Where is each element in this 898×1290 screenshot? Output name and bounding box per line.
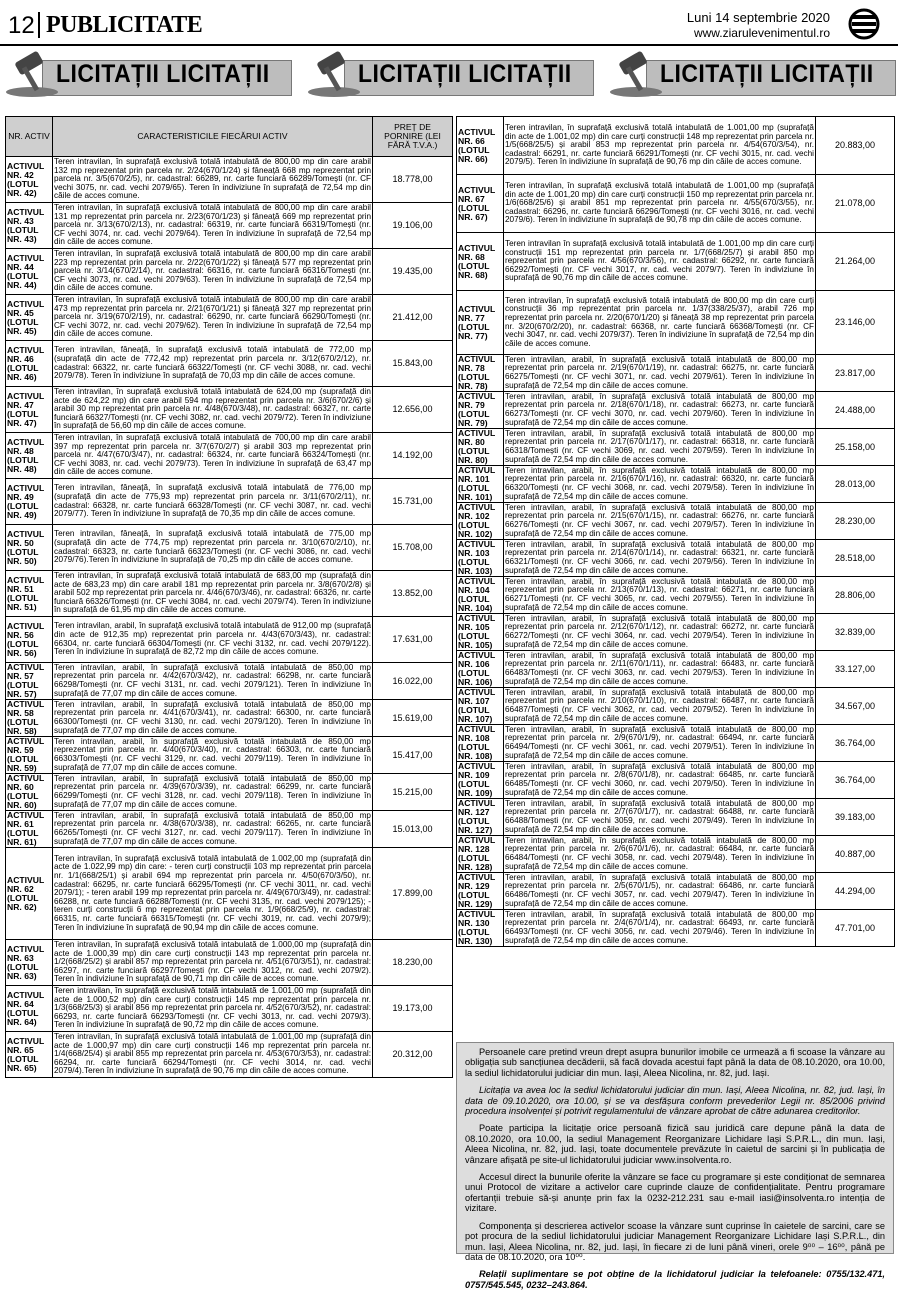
asset-id: ACTIVUL NR. 57 (LOTUL NR. 57) (6, 663, 53, 700)
asset-price: 28.013,00 (816, 466, 895, 503)
asset-description: Teren intravilan, arabil, în suprafață exclusivă totală intabulată de 800,00 mp reprezentat prin parcela nr. 2/6(670/1/6), nr. cadastral: 66484, nr. carte funciară 66484/Tomești (nr. CF vechi 3058, nr. cad. vechi 2079/48). Teren în indiviziune în suprafață de 72,54 mp din căile de acces comune. (505, 835, 814, 871)
table-row (457, 503, 895, 540)
asset-price: 19.435,00 (373, 249, 453, 295)
asset-id: ACTIVUL NR. 61 (LOTUL NR. 61) (6, 811, 53, 848)
asset-price: 15.843,00 (373, 341, 453, 387)
notes-auction-info: Licitația va avea loc la sediul lichidatorului judiciar din mun. Iași, Aleea Nicolina, nr. 82, jud. Iași, în data de 09.10.2020, ora 10.00, și se va desfășura conform prevederilor Legii nr. 85/2006 privind procedura insolvenței și potrivit regulamentului de vânzare aprobat de către adunarea creditorilor. (465, 1085, 885, 1117)
asset-price: 36.764,00 (816, 762, 895, 799)
table-row (457, 466, 895, 503)
asset-id: ACTIVUL NR. 105 (LOTUL NR. 105) (457, 614, 504, 651)
asset-price: 12.656,00 (373, 387, 453, 433)
assets-table-left (5, 116, 453, 1078)
table-row (457, 799, 895, 836)
asset-price: 47.701,00 (816, 910, 895, 947)
asset-id: ACTIVUL NR. 129 (LOTUL NR. 129) (457, 873, 504, 910)
notes-participation: Poate participa la licitație orice persoană fizică sau juridică care depune până la data de 08.10.2020, ora 10.00, la sediul Management Reorganizare Lichidare Iași S.P.R.L., din mun. Iași, Aleea Nicolina, nr. 82, jud. Iași, toate documentele prevăzute în caietul de sarcini și în publicația de vânzare afișată pe site-ul lichidatorului judiciar www.insolventa.ro. (465, 1123, 885, 1165)
asset-id: ACTIVUL NR. 48 (LOTUL NR. 48) (6, 433, 53, 479)
asset-id: ACTIVUL NR. 60 (LOTUL NR. 60) (6, 774, 53, 811)
asset-price: 44.294,00 (816, 873, 895, 910)
asset-price: 36.764,00 (816, 725, 895, 762)
table-row (6, 203, 453, 249)
table-row (457, 651, 895, 688)
asset-description: Teren intravilan, arabil, în suprafață exclusivă totală intabulată de 800,00 mp reprezentat prin parcela nr. 2/9(670/1/9), nr. cadastral: 66494, nr. carte funciară 66494/Tomești (nr. CF vechi 3061, nr. cad. vechi 2079/51). Teren în indiviziune în suprafață de 72,54 mp din căile de acces comune. (505, 724, 814, 760)
asset-description: Teren intravilan, arabil, în suprafață exclusivă totală intabulată de 850,00 mp reprezentat prin parcela nr. 4/40(670/3/40), nr. cadastral: 66303, nr. carte funciară 66303/Tomești (nr. CF vechi 3129, nr. cad. vechi 2079/119). Teren în indiviziune în suprafață de 77,07 mp din căile de acces comune. (54, 736, 371, 772)
asset-description: Teren intravilan, arabil, în suprafață exclusivă totală intabulată de 800,00 mp reprezentat prin parcela nr. 2/10(670/1/10), nr. cadastral: 66487, nr. carte funciară 66487/Tomești (nr. CF vechi 3062, nr. cad. vechi 2079/52). Teren în indiviziune în suprafață de 72,54 mp din căile de acces comune. (505, 687, 814, 723)
asset-price: 33.127,00 (816, 651, 895, 688)
asset-description: Teren intravilan, arabil, în suprafață exclusivă totală intabulată de 800,00 mp reprezentat prin parcela nr. 2/11(670/1/11), nr. cadastral: 66483, nr. carte funciară 66483/Tomești (nr. CF vechi 3063, nr. cad. vechi 2079/53). Teren în indiviziune în suprafață de 72,54 mp din căile de acces comune. (505, 650, 814, 686)
asset-description: Teren intravilan, în suprafață exclusivă totală intabulată de 1.001,00 mp (suprafață din acte de 1.000,97 mp) din care curți construcții 146 mp reprezentat prin parcela nr. 1/4(668/25/4) și arabil 855 mp reprezentat prin parcela nr. 4/53(670/3/53), nr. cadastral: 66294, nr. carte funciară 66294/Tomești (nr. CF vechi 3014, nr. cad. vechi 2079/4).Teren în indiviziune în suprafață de 90,76 mp din căile de acces comune. (53, 1032, 373, 1078)
asset-description: Teren intravilan, în suprafață exclusivă totală intabulată de 683,00 mp (suprafață din acte de 683,23 mp) din care arabil 181 mp reprezentat prin parcela nr. 3/8(670/2/8) și arabil 502 mp reprezentat prin parcela nr. 4/46(670/3/46), nr. cadastral: 66326, nr. carte funciară 66326/Tomești (nr. CF vechi 3084, nr. cad. vechi 2079/74). Teren în indiviziune în suprafață de 61,95 mp din căile de acces comune. (53, 571, 373, 617)
header-rule (0, 44, 898, 46)
table-row (6, 249, 453, 295)
asset-id: ACTIVUL NR. 127 (LOTUL NR. 127) (457, 799, 504, 836)
asset-id: ACTIVUL NR. 50 (LOTUL NR. 50) (6, 525, 53, 571)
asset-price: 34.567,00 (816, 688, 895, 725)
asset-id: ACTIVUL NR. 79 (LOTUL NR. 79) (457, 392, 504, 429)
asset-description: Teren intravilan, în suprafață exclusivă totală intabulată de 800,00 mp din care arabil 132 mp reprezentat prin parcela nr. 2/24(670/1/24) și fâneață 668 mp reprezentat prin parcela nr. 3/5(670/2/5), nr. cadastral: 66289, nr. carte funciară 66289/Tomești (nr. CF vechi 3075, nr. cad. vechi 2079/65). Teren în indiviziune în suprafață de 72,54 mp din căile de acces comune. (53, 157, 373, 203)
asset-price: 23.146,00 (816, 291, 895, 355)
asset-price: 15.013,00 (373, 811, 453, 848)
table-row (457, 688, 895, 725)
asset-price: 40.887,00 (816, 836, 895, 873)
asset-price: 15.731,00 (373, 479, 453, 525)
asset-price: 25.158,00 (816, 429, 895, 466)
asset-description: Teren intravilan, arabil, în suprafață exclusivă totală intabulată de 800,00 mp reprezentat prin parcela nr. 2/7(670/1/7), nr. cadastral: 66488, nr. carte funciară 66488/Tomești (nr. CF vechi 3059, nr. cad. vechi 2079/49). Teren în indiviziune în suprafață de 72,54 mp din căile de acces comune. (505, 798, 814, 834)
asset-description: Teren intravilan, fâneață, în suprafață exclusivă totală intabulată de 775,00 mp (suprafață din acte de 774,75 mp) reprezentat prin parcela nr. 3/10(670/2/10), nr. cadastral: 66323, nr. carte funciară 66323/Tomești (nr. CF vechi 3086, nr. cad. vechi 2079/76).Teren în indiviziune în suprafață de 70,25 mp din căile de acces comune. (53, 525, 373, 571)
asset-id: ACTIVUL NR. 108 (LOTUL NR. 108) (457, 725, 504, 762)
asset-price: 21.078,00 (816, 175, 895, 233)
asset-id: ACTIVUL NR. 51 (LOTUL NR. 51) (6, 571, 53, 617)
asset-description: Teren intravilan în suprafață exclusivă totală intabulată de 1.001,00 mp din care curți construcții 151 mp reprezentat prin parcela nr. 1/7(668/25/7) și arabil 850 mp reprezentat prin parcela nr. 4/56(670/3/56), nr. cadastral: 66292, nr. carte funciară 66292/Tomești (nr. CF vechi 3017, nr. cad. vechi 2079/7). Teren în indiviziune în suprafață de 90,76 mp din căile de acces comune. (504, 233, 816, 291)
asset-id: ACTIVUL NR. 103 (LOTUL NR. 103) (457, 540, 504, 577)
asset-price: 21.264,00 (816, 233, 895, 291)
page-header (0, 0, 898, 46)
header-divider (38, 12, 40, 38)
asset-id: ACTIVUL NR. 47 (LOTUL NR. 47) (6, 387, 53, 433)
asset-description: Teren intravilan, arabil, în suprafață exclusivă totală intabulată de 800,00 mp reprezentat prin parcela nr. 2/5(670/1/5), nr. cadastral: 66486, nr. carte funciară 66486/Tomești (nr. CF vechi 3057, nr. cad. vechi 2079/47). Teren în indiviziune în suprafață de 72,54 mp din căile de acces comune. (505, 872, 814, 908)
asset-description: Teren intravilan, arabil, în suprafață exclusivă totală intabulată de 800,00 mp reprezentat prin parcela nr. 2/18(670/1/18), nr. cadastral: 66273, nr. carte funciară 66273/Tomești (nr. CF vechi 3070, nr. cad. vechi 2079/60). Teren în indiviziune în suprafață de 72,54 mp din căile de acces comune. (505, 391, 814, 427)
table-row (6, 1032, 453, 1078)
asset-description: Teren intravilan, arabil, în suprafață exclusivă totală intabulată de 912,00 mp (suprafață din acte de 912,35 mp) reprezentat prin parcela nr. 4/43(670/3/43), nr. cadastral: 66304, nr. carte funciară 66304/Tomești (nr. CF vechi 3132, nr. cad. vechi 2079/122). Teren în indiviziune în suprafață de 82,72 mp din căile de acces comune. (53, 617, 373, 663)
section-title: PUBLICITATE (46, 12, 203, 38)
asset-description: Teren intravilan, arabil, în suprafață exclusivă totală intabulată de 850,00 mp reprezentat prin parcela nr. 4/39(670/3/39), nr. cadastral: 66299, nr. carte funciară 66299/Tomești (nr. CF vechi 3128, nr. cad. vechi 2079/118). Teren în indiviziune în suprafață de 77,07 mp din căile de acces comune. (54, 773, 371, 809)
asset-id: ACTIVUL NR. 65 (LOTUL NR. 65) (6, 1032, 53, 1078)
table-row (6, 341, 453, 387)
table-row (6, 157, 453, 203)
table-row (6, 295, 453, 341)
asset-description: Teren intravilan, în suprafață exclusivă totală intabulată de 1.001,00 mp (suprafață din acte de 1.000,52 mp) din care curți construcții 145 mp reprezentat prin parcela nr. 1/3(668/25/3) și arabil 856 mp reprezentat prin parcela nr. 4/52(670/3/52), nr. cadastral: 66293, nr. carte funciară 66293/Tomești (nr. CF vechi 3013, nr. cad. vechi 2079/3). Teren în indiviziune în suprafață de 90,72 mp din căile de acces comune. (53, 986, 373, 1032)
asset-price: 24.488,00 (816, 392, 895, 429)
table-row (457, 233, 895, 291)
table-row (6, 737, 453, 774)
table-row (6, 986, 453, 1032)
asset-price: 17.899,00 (373, 848, 453, 940)
notes-specifications: Componența și descrierea activelor scoase la vânzare sunt cuprinse în caietele de sarcini, care se pot procura de la sediul lichidatorului judiciar Management Reorganizare Lichidare Iași S.P.R.L., din mun. Iași, Aleea Nicolina, nr. 82, jud. Iași, în fiecare zi de luni până vineri, orele 9⁰⁰ – 16⁰⁰, până pe data de 08.10.2020, ora 10⁰⁰. (465, 1220, 885, 1262)
asset-price: 20.883,00 (816, 117, 895, 175)
table-row (6, 663, 453, 700)
header-nr-activ: NR. ACTIV (6, 117, 53, 157)
banner-text: LICITAȚII LICITAȚII (358, 60, 572, 88)
newspaper-logo-icon (844, 8, 884, 40)
table-row (457, 577, 895, 614)
notes-access: Accesul direct la bunurile oferite la vânzare se face cu programare și este condiționat de semnarea unui Protocol de vizitare a activelor care cuprinde clauze de confidențialitate. Pentru programare ofertanții trebuie să-și anunțe prin fax la 0232-212.231 sau e-mail iasi@insolventa.ro intenția de vizitare. (465, 1172, 885, 1214)
table-row (457, 117, 895, 175)
asset-id: ACTIVUL NR. 104 (LOTUL NR. 104) (457, 577, 504, 614)
table-row (6, 940, 453, 986)
asset-description: Teren intravilan, arabil, în suprafață exclusivă totală intabulată de 800,00 mp reprezentat prin parcela nr. 2/12(670/1/12), nr. cadastral: 66272, nr. carte funciară 66272/Tomești (nr. CF vechi 3064, nr. cad. vechi 2079/54). Teren în indiviziune în suprafață de 72,54 mp din căile de acces comune. (505, 613, 814, 649)
auction-notes (456, 1042, 894, 1290)
asset-id: ACTIVUL NR. 44 (LOTUL NR. 44) (6, 249, 53, 295)
asset-id: ACTIVUL NR. 66 (LOTUL NR. 66) (457, 117, 504, 175)
asset-price: 18.230,00 (373, 940, 453, 986)
table-row (6, 479, 453, 525)
asset-description: Teren intravilan, în suprafață exclusivă totală intabulată de 1.001,00 mp (suprafață din acte de 1.001,20 mp) din care curți construcții 150 mp reprezentat prin parcela nr. 1/6(668/25/6) și arabil 851 mp reprezentat prin parcela nr. 4/55(670/3/55), nr. cadastral: 66296, nr. carte funciară 66296/Tomești (nr. CF vechi 3016, nr. cad. vechi 2079/6). Teren în indiviziune în suprafață de 90,78 mp din căile de acces comune. (504, 175, 816, 233)
asset-price: 14.192,00 (373, 433, 453, 479)
asset-description: Teren intravilan, în suprafață exclusivă totală intabulată de 624,00 mp (suprafață din acte de 624,22 mp) din care arabil 594 mp reprezentat prin parcela nr. 3/6(670/2/6) și arabil 30 mp reprezentat prin parcela nr. 4/48(670/3/48), nr. cadastral: 66327, nr. carte funciară 66327/Tomești (nr. CF vechi 3082, nr. cad. vechi 2079/72). Teren în indiviziune în suprafață de 56,60 mp din căile de acces comune. (53, 387, 373, 433)
table-row (457, 614, 895, 651)
asset-id: ACTIVUL NR. 80 (LOTUL NR. 80) (457, 429, 504, 466)
table-row (6, 571, 453, 617)
table-row (6, 525, 453, 571)
asset-price: 19.106,00 (373, 203, 453, 249)
asset-price: 21.412,00 (373, 295, 453, 341)
asset-price: 28.518,00 (816, 540, 895, 577)
table-row (457, 355, 895, 392)
table-row (6, 774, 453, 811)
asset-price: 18.778,00 (373, 157, 453, 203)
asset-id: ACTIVUL NR. 107 (LOTUL NR. 107) (457, 688, 504, 725)
asset-price: 16.022,00 (373, 663, 453, 700)
asset-description: Teren intravilan, arabil, în suprafață exclusivă totală intabulată de 800,00 mp reprezentat prin parcela nr. 2/14(670/1/14), nr. cadastral: 66321, nr. carte funciară 66321/Tomești (nr. CF vechi 3066, nr. cad. vechi 2079/56). Teren în indiviziune în suprafață de 72,54 mp din căile de acces comune. (505, 539, 814, 575)
asset-id: ACTIVUL NR. 78 (LOTUL NR. 78) (457, 355, 504, 392)
table-row (6, 848, 453, 940)
gavel-icon (606, 50, 666, 98)
table-row (457, 725, 895, 762)
asset-description: Teren intravilan, arabil, în suprafață exclusivă totală intabulată de 850,00 mp reprezentat prin parcela nr. 4/41(670/3/41), nr. cadastral: 66300, nr. carte funciară 66300/Tomești (nr. CF vechi 3130, nr. cad. vechi 2079/120). Teren în indiviziune în suprafață de 77,07 mp din căile de acces comune. (54, 699, 371, 735)
table-row (6, 700, 453, 737)
asset-price: 15.417,00 (373, 737, 453, 774)
table-row (6, 811, 453, 848)
asset-price: 13.852,00 (373, 571, 453, 617)
table-row (457, 291, 895, 355)
notes-claims: Persoanele care pretind vreun drept asupra bunurilor imobile ce urmează a fi scoase la vânzare au obligația sub sancțiunea decăderii, să facă dovada acestui fapt până la data de 08.10.2020, ora 10.00, la sediul lichidatorului judiciar din mun. Iași, Aleea Nicolina, nr. 82, jud. Iași. (465, 1047, 885, 1078)
table-row (457, 429, 895, 466)
asset-id: ACTIVUL NR. 106 (LOTUL NR. 106) (457, 651, 504, 688)
asset-description: Teren intravilan, în suprafață exclusivă totală intabulată de 800,00 mp din care arabil 473 mp reprezentat prin parcela nr. 2/21(670/1/21) și fâneață 327 mp reprezentat prin parcela nr. 3/19(670/2/19), nr. cadastral: 66290, nr. carte funciară 66290/Tomești (nr. CF vechi 3072, nr. cad. vechi 2079/62). Teren în indiviziune în suprafață de 72,54 mp din căile de acces comune. (53, 295, 373, 341)
asset-id: ACTIVUL NR. 45 (LOTUL NR. 45) (6, 295, 53, 341)
table-row (457, 836, 895, 873)
asset-id: ACTIVUL NR. 43 (LOTUL NR. 43) (6, 203, 53, 249)
gavel-icon (2, 50, 62, 98)
asset-id: ACTIVUL NR. 68 (LOTUL NR. 68) (457, 233, 504, 291)
asset-price: 28.230,00 (816, 503, 895, 540)
asset-description: Teren intravilan, arabil, în suprafață exclusivă totală intabulată de 800,00 mp reprezentat prin parcela nr. 2/15(670/1/15), nr. cadastral: 66276, nr. carte funciară 66276/Tomești (nr. CF vechi 3067, nr. cad. vechi 2079/57). Teren în indiviziune în suprafață de 72,54 mp din căile de acces comune. (505, 502, 814, 538)
table-row (6, 387, 453, 433)
table-row (457, 873, 895, 910)
table-row (6, 433, 453, 479)
table-row (457, 910, 895, 947)
asset-description: Teren intravilan, arabil, în suprafață exclusivă totală intabulată de 800,00 mp reprezentat prin parcela nr. 2/4(670/1/4), nr. cadastral: 66493, nr. carte funciară 66493/Tomești (nr. CF vechi 3056, nr. cad. vechi 2079/46). Teren în indiviziune în suprafață de 72,54 mp din căile de acces comune. (505, 909, 814, 945)
website-link[interactable]: www.ziarulevenimentul.ro (693, 26, 830, 40)
asset-description: Teren intravilan, arabil, în suprafață exclusivă totală intabulată de 800,00 mp reprezentat prin parcela nr. 2/8(670/1/8), nr. cadastral: 66485, nr. carte funciară 66485/Tomești (nr. CF vechi 3060, nr. cad. vechi 2079/50). Teren în indiviziune în suprafață de 72,54 mp din căile de acces comune. (505, 761, 814, 797)
asset-id: ACTIVUL NR. 58 (LOTUL NR. 58) (6, 700, 53, 737)
asset-id: ACTIVUL NR. 59 (LOTUL NR. 59) (6, 737, 53, 774)
asset-price: 32.839,00 (816, 614, 895, 651)
banner-text: LICITAȚII LICITAȚII (660, 60, 874, 88)
gavel-icon (304, 50, 364, 98)
auction-banners (0, 50, 898, 100)
asset-id: ACTIVUL NR. 42 (LOTUL NR. 42) (6, 157, 53, 203)
asset-price: 15.708,00 (373, 525, 453, 571)
assets-table-right (456, 116, 895, 947)
asset-id: ACTIVUL NR. 77 (LOTUL NR. 77) (457, 291, 504, 355)
asset-description: Teren intravilan, în suprafață exclusivă totală intabulată de 1.000,00 mp (suprafață din acte de 1.000,39 mp) din care curți construcții 143 mp reprezentat prin parcela nr. 1/2(668/25/2) și arabil 857 mp reprezentat prin parcela nr. 4/51(670/3/51), nr. cadastral: 66297, nr. carte funciară 66297/Tomești (nr. CF vechi 3012, nr. cad. vechi 2079/2). Teren în indiviziune în suprafață de 90,71 mp din căile de acces comune. (53, 940, 373, 986)
auction-banner (304, 50, 594, 98)
asset-description: Teren intravilan, în suprafață exclusivă totală intabulată de 700,00 mp din care arabil 397 mp reprezentat prin parcela nr. 3/7(670/2/7) și arabil 303 mp reprezentat prin parcela nr. 4/47(670/3/47), nr. cadastral: 66324, nr. carte funciară 66324/Tomești (nr. CF vechi 3083, nr. cad. vechi 2079/73). Teren în indiviziune în suprafață de 63,47 mp din căile de acces comune. (53, 433, 373, 479)
asset-price: 28.806,00 (816, 577, 895, 614)
asset-id: ACTIVUL NR. 62 (LOTUL NR. 62) (6, 848, 53, 940)
asset-id: ACTIVUL NR. 56 (LOTUL NR. 56) (6, 617, 53, 663)
auction-banner (2, 50, 292, 98)
asset-description: Teren intravilan, arabil, în suprafață exclusivă totală intabulată de 800,00 mp reprezentat prin parcela nr. 2/13(670/1/13), nr. cadastral: 66271, nr. carte funciară 66271/Tomești (nr. CF vechi 3065, nr. cad. vechi 2079/55). Teren în indiviziune în suprafață de 72,54 mp din căile de acces comune. (505, 576, 814, 612)
asset-description: Teren intravilan, arabil, în suprafață exclusivă totală intabulată de 800,00 mp reprezentat prin parcela nr. 2/16(670/1/16), nr. cadastral: 66320, nr. carte funciară 66320/Tomești (nr. CF vechi 3068, nr. cad. vechi 2079/58). Teren în indiviziune în suprafață de 72,54 mp din căile de acces comune. (505, 465, 814, 501)
header-pret: PREȚ DE PORNIRE (LEI FĂRĂ T.V.A.) (373, 117, 453, 157)
table-row (457, 540, 895, 577)
page-number: 12 (8, 12, 35, 39)
asset-price: 19.173,00 (373, 986, 453, 1032)
notes-contacts: Relații suplimentare se pot obține de la lichidatorul judiciar la telefoanele: 0755/132.471, 0757/545.545, 0232–243.864. (465, 1269, 885, 1290)
table-row (457, 175, 895, 233)
asset-price: 15.215,00 (373, 774, 453, 811)
asset-description: Teren intravilan, fâneață, în suprafață exclusivă totală intabulată de 776,00 mp (suprafață din acte de 775,93 mp) reprezentat prin parcela nr. 3/11(670/2/11), nr. cadastral: 66328, nr. carte funciară 66328/Tomești (nr. CF vechi 3087, nr. cad. vechi 2079/77). Teren în indiviziune în suprafață de 70,35 mp din căile de acces comune. (53, 479, 373, 525)
asset-id: ACTIVUL NR. 130 (LOTUL NR. 130) (457, 910, 504, 947)
table-row (457, 392, 895, 429)
asset-description: Teren intravilan, în suprafață exclusivă totală intabulată de 800,00 mp din care arabil 223 mp reprezentat prin parcela nr. 2/22(670/1/22) și fâneață 577 mp reprezentat prin parcela nr. 3/14(670/2/14), nr. cadastral: 66316, nr. carte funciară 66316/Tomești (nr. CF vechi 3073, nr. cad. vechi 2079/63). Teren în indiviziune în suprafață de 72,54 mp din căile de acces comune. (53, 249, 373, 295)
asset-price: 17.631,00 (373, 617, 453, 663)
asset-description: Teren intravilan, în suprafață exclusivă totală intabulată de 1.002,00 mp (suprafață din acte de 1.022,99 mp) din care: - teren curți construcții 103 mp reprezentat prin parcela nr. 1/1(668/25/1) și arabil 694 mp reprezentat prin parcela nr. 4/50(670/3/50), nr. cadastral: 66295, nr. carte funciară 66295/Tomești (nr. CF vechi 3011, nr. cad. vechi 2079/1); - teren arabil 199 mp reprezentat prin parcela nr. 4/49(670/3/49), nr. cadastral: 66288, nr. carte funciară 66288/Tomești (nr. CF vechi 3135, nr. cad. vechi 2079/125); - teren curți construcții 6 mp reprezentat prin parcela nr. 1/9(668/25/9), nr. cadastral: 66315, nr. carte funciară 66315/Tomești (nr. CF vechi 3019, nr. cad. vechi 2079/9); Teren în indiviziune în suprafață de 90,94 mp din căile de acces comune. (53, 848, 373, 940)
asset-id: ACTIVUL NR. 49 (LOTUL NR. 49) (6, 479, 53, 525)
asset-id: ACTIVUL NR. 63 (LOTUL NR. 63) (6, 940, 53, 986)
asset-description: Teren intravilan, în suprafață exclusivă totală intabulată de 1.001,00 mp (suprafață din acte de 1.001,02 mp) din care curți construcții 148 mp reprezentat prin parcela nr. 1/5(668/25/5) și arabil 853 mp reprezentat prin parcela nr. 4/54(670/3/54), nr. cadastral: 66291, nr. carte funciară 66291/Tomești (nr. CF vechi 3015, nr. cad. vechi 2079/5). Teren în indiviziune în suprafață de 90,76 mp din căile de acces comune. (504, 117, 816, 175)
asset-price: 20.312,00 (373, 1032, 453, 1078)
asset-price: 23.817,00 (816, 355, 895, 392)
asset-id: ACTIVUL NR. 67 (LOTUL NR. 67) (457, 175, 504, 233)
issue-date: Luni 14 septembrie 2020 (686, 10, 830, 25)
asset-description: Teren intravilan, arabil, în suprafață exclusivă totală intabulată de 800,00 mp reprezentat prin parcela nr. 2/19(670/1/19), nr. cadastral: 66275, nr. carte funciară 66275/Tomești (nr. CF vechi 3071, nr. cad. vechi 2079/61). Teren în indiviziune în suprafață de 72,54 mp din căile de acces comune. (505, 354, 814, 390)
asset-id: ACTIVUL NR. 46 (LOTUL NR. 46) (6, 341, 53, 387)
asset-description: Teren intravilan, arabil, în suprafață exclusivă totală intabulată de 800,00 mp reprezentat prin parcela nr. 2/17(670/1/17), nr. cadastral: 66318, nr. carte funciară 66318/Tomești (nr. CF vechi 3069, nr. cad. vechi 2079/59). Teren în indiviziune în suprafață de 72,54 mp din căile de acces comune. (505, 428, 814, 464)
asset-description: Teren intravilan, arabil, în suprafață exclusivă totală intabulată de 850,00 mp reprezentat prin parcela nr. 4/42(670/3/42), nr. cadastral: 66298, nr. carte funciară 66298/Tomești (nr. CF vechi 3131, nr. cad. vechi 2079/121). Teren în indiviziune în suprafață de 77,07 mp din căile de acces comune. (54, 662, 371, 698)
asset-id: ACTIVUL NR. 102 (LOTUL NR. 102) (457, 503, 504, 540)
asset-description: Teren intravilan, în suprafață exclusivă totală intabulată de 800,00 mp din care arabil 131 mp reprezentat prin parcela nr. 2/23(670/1/23) și fâneață 669 mp reprezentat prin parcela nr. 3/13(670/2/13), nr. cadastral: 66319, nr. carte funciară 66319/Tomești (nr. CF vechi 3074, nr. cad. vechi 2079/64). Teren în indiviziune în suprafață de 72,54 mp din căile de acces comune. (53, 203, 373, 249)
asset-description: Teren intravilan, fâneață, în suprafață exclusivă totală intabulată de 772,00 mp (suprafață din acte de 772,42 mp) reprezentat prin parcela nr. 3/12(670/2/12), nr. cadastral: 66322, nr. carte funciară 66322/Tomești (nr. CF vechi 3088, nr. cad. vechi 2079/78). Teren în indiviziune în suprafață de 70,03 mp din căile de acces comune. (53, 341, 373, 387)
auction-banner (606, 50, 896, 98)
asset-id: ACTIVUL NR. 128 (LOTUL NR. 128) (457, 836, 504, 873)
asset-id: ACTIVUL NR. 101 (LOTUL NR. 101) (457, 466, 504, 503)
table-row (457, 762, 895, 799)
asset-price: 15.619,00 (373, 700, 453, 737)
table-row (6, 617, 453, 663)
asset-description: Teren intravilan, în suprafață exclusivă totală intabulată de 800,00 mp din care curți construcții 36 mp reprezentat prin parcela nr. 1/37(338/25/37), arabil 726 mp reprezentat prin parcela nr. 2/20(670/1/20) și fâneață 38 mp reprezentat prin parcela nr. 3/20(670/2/20), nr. cadastral: 66368, nr. carte funciară 66368/Tomești (nr. CF vechi 3047, nr. cad. vechi 2079/37). Teren în indiviziune în suprafață de 72,54 mp din căile de acces comune. (504, 291, 816, 355)
asset-description: Teren intravilan, arabil, în suprafață exclusivă totală intabulată de 850,00 mp reprezentat prin parcela nr. 4/38(670/3/38), nr. cadastral: 66265, nr. carte funciară 66265/Tomești (nr. CF vechi 3127, nr. cad. vechi 2079/117). Teren în indiviziune în suprafață de 77,07 mp din căile de acces comune. (54, 810, 371, 846)
asset-price: 39.183,00 (816, 799, 895, 836)
header-caracteristici: CARACTERISTICILE FIECĂRUI ACTIV (53, 117, 373, 157)
asset-id: ACTIVUL NR. 64 (LOTUL NR. 64) (6, 986, 53, 1032)
asset-id: ACTIVUL NR. 109 (LOTUL NR. 109) (457, 762, 504, 799)
banner-text: LICITAȚII LICITAȚII (56, 60, 270, 88)
